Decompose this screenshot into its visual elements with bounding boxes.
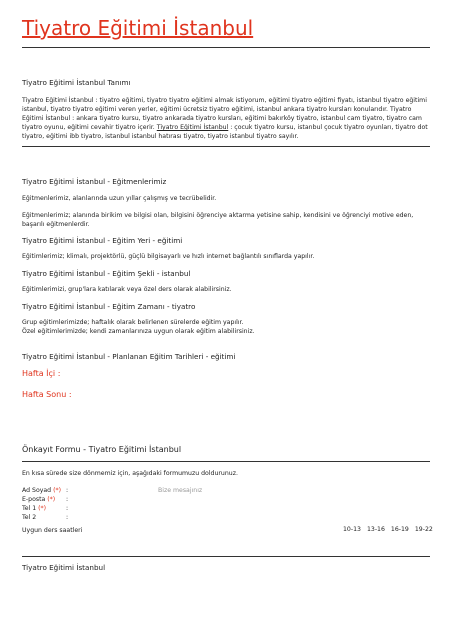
- format-text: Eğitimlerimizi, grup'lara katılarak veya özel ders olarak alabilirsiniz.: [22, 286, 232, 293]
- field-label: [22, 505, 46, 512]
- field-label-text: Ad Soyad: [22, 487, 52, 494]
- definition-text-part1: Tiyatro Eğitimi İstanbul : tiyatro eğitimi, tiyatro tiyatro eğitimi almak istiyorum, eğitimi tiyatro eğitimi fiyatı, istanbul tiyatro eğitimi istanbul, tiyatro tiyatro eğitimi veren yerler, eğitimi ücretsiz tiyatro eğitimi, istanbul ankara tiyatro kursları konularıdır. Tiyatro Eğitimi İstanbul : ankara tiyatro kursu, tiyatro ankarada tiyatro kursları, eğitimi bakırköy tiyatro, istanbul cam tiyatro, tiyatro cam tiyatro oyunu, eğitimi cevahir tiyatro içerir.: [22, 97, 427, 131]
- dates-heading: Tiyatro Eğitimi İstanbul - Planlanan Eğitim Tarihleri - eğitimi: [22, 352, 236, 361]
- place-heading: Tiyatro Eğitimi İstanbul - Eğitim Yeri - eğitimi: [22, 236, 183, 245]
- field-colon: :: [66, 505, 69, 512]
- field-colon: :: [66, 487, 69, 494]
- field-colon: :: [66, 514, 69, 521]
- page-title: Tiyatro Eğitimi İstanbul: [22, 16, 254, 40]
- time-text-2: Özel eğitimlerimizde; kendi zamanlarınıza uygun olarak eğitim alabilirsiniz.: [22, 328, 255, 335]
- weekday-label: Hafta İçi :: [22, 369, 61, 378]
- field-label-text: E-posta: [22, 496, 46, 503]
- instructors-text-2: Eğitmenlerimiz; alanında birikim ve bilgisi olan, bilgisini öğrenciye aktarma yetisine sahip, kendisini ve öğrenciyi motive eden, başarılı eğitmenlerdir.: [22, 212, 414, 228]
- form-intro: En kısa sürede size dönmemiz için, aşağıdaki formumuzu doldurunuz.: [22, 470, 238, 477]
- definition-heading: Tiyatro Eğitimi İstanbul Tanımı: [22, 78, 131, 87]
- form-field-phone1[interactable]: [22, 505, 432, 514]
- form-field-name[interactable]: [22, 487, 432, 496]
- format-heading: Tiyatro Eğitimi İstanbul - Eğitim Şekli - istanbul: [22, 269, 191, 278]
- required-marker: (*): [38, 505, 47, 512]
- required-marker: (*): [47, 496, 56, 503]
- divider: [22, 556, 430, 557]
- definition-link[interactable]: Tiyatro Eğitimi İstanbul: [156, 124, 229, 131]
- field-label: [22, 496, 55, 503]
- message-field[interactable]: Bize mesajınız: [158, 487, 203, 494]
- hours-label: Uygun ders saatleri: [22, 527, 83, 534]
- field-label: [22, 487, 61, 494]
- definition-text-part2: : çocuk tiyatro kursu, istanbul çocuk tiyatro oyunları, tiyatro dot tiyatro, eğitimi ibb tiyatro, istanbul istanbul hatırası tiyatro, tiyatro istanbul tiyatro sayılır.: [22, 124, 428, 140]
- time-heading: Tiyatro Eğitimi İstanbul - Eğitim Zamanı - tiyatro: [22, 302, 196, 311]
- divider: [22, 146, 430, 147]
- required-marker: (*): [53, 487, 62, 494]
- form-field-email[interactable]: [22, 496, 432, 505]
- definition-text: [22, 96, 432, 141]
- place-text: Eğitimlerimiz; klimalı, projektörlü, güçlü bilgisayarlı ve hızlı internet bağlantılı sınıflarda yapılır.: [22, 253, 315, 260]
- time-text-1: Grup eğitimlerimizde; haftalık olarak belirlenen sürelerde eğitim yapılır.: [22, 319, 244, 326]
- form-field-phone2[interactable]: [22, 514, 432, 523]
- field-label-text: Tel 2: [22, 514, 37, 521]
- divider: [22, 461, 430, 462]
- instructors-heading: Tiyatro Eğitimi İstanbul - Eğitmenlerimiz: [22, 177, 167, 186]
- divider: [22, 47, 430, 48]
- footer-heading: Tiyatro Eğitimi İstanbul: [22, 563, 106, 572]
- form-heading: Önkayıt Formu - Tiyatro Eğitimi İstanbul: [22, 445, 182, 454]
- field-colon: :: [66, 496, 69, 503]
- hours-options[interactable]: 10-13 13-16 16-19 19-22: [343, 526, 433, 533]
- instructors-text-1: Eğitmenlerimiz, alanlarında uzun yıllar çalışmış ve tecrübelidir.: [22, 195, 217, 202]
- weekend-label: Hafta Sonu :: [22, 390, 72, 399]
- field-label: [22, 514, 36, 521]
- field-label-text: Tel 1: [22, 505, 37, 512]
